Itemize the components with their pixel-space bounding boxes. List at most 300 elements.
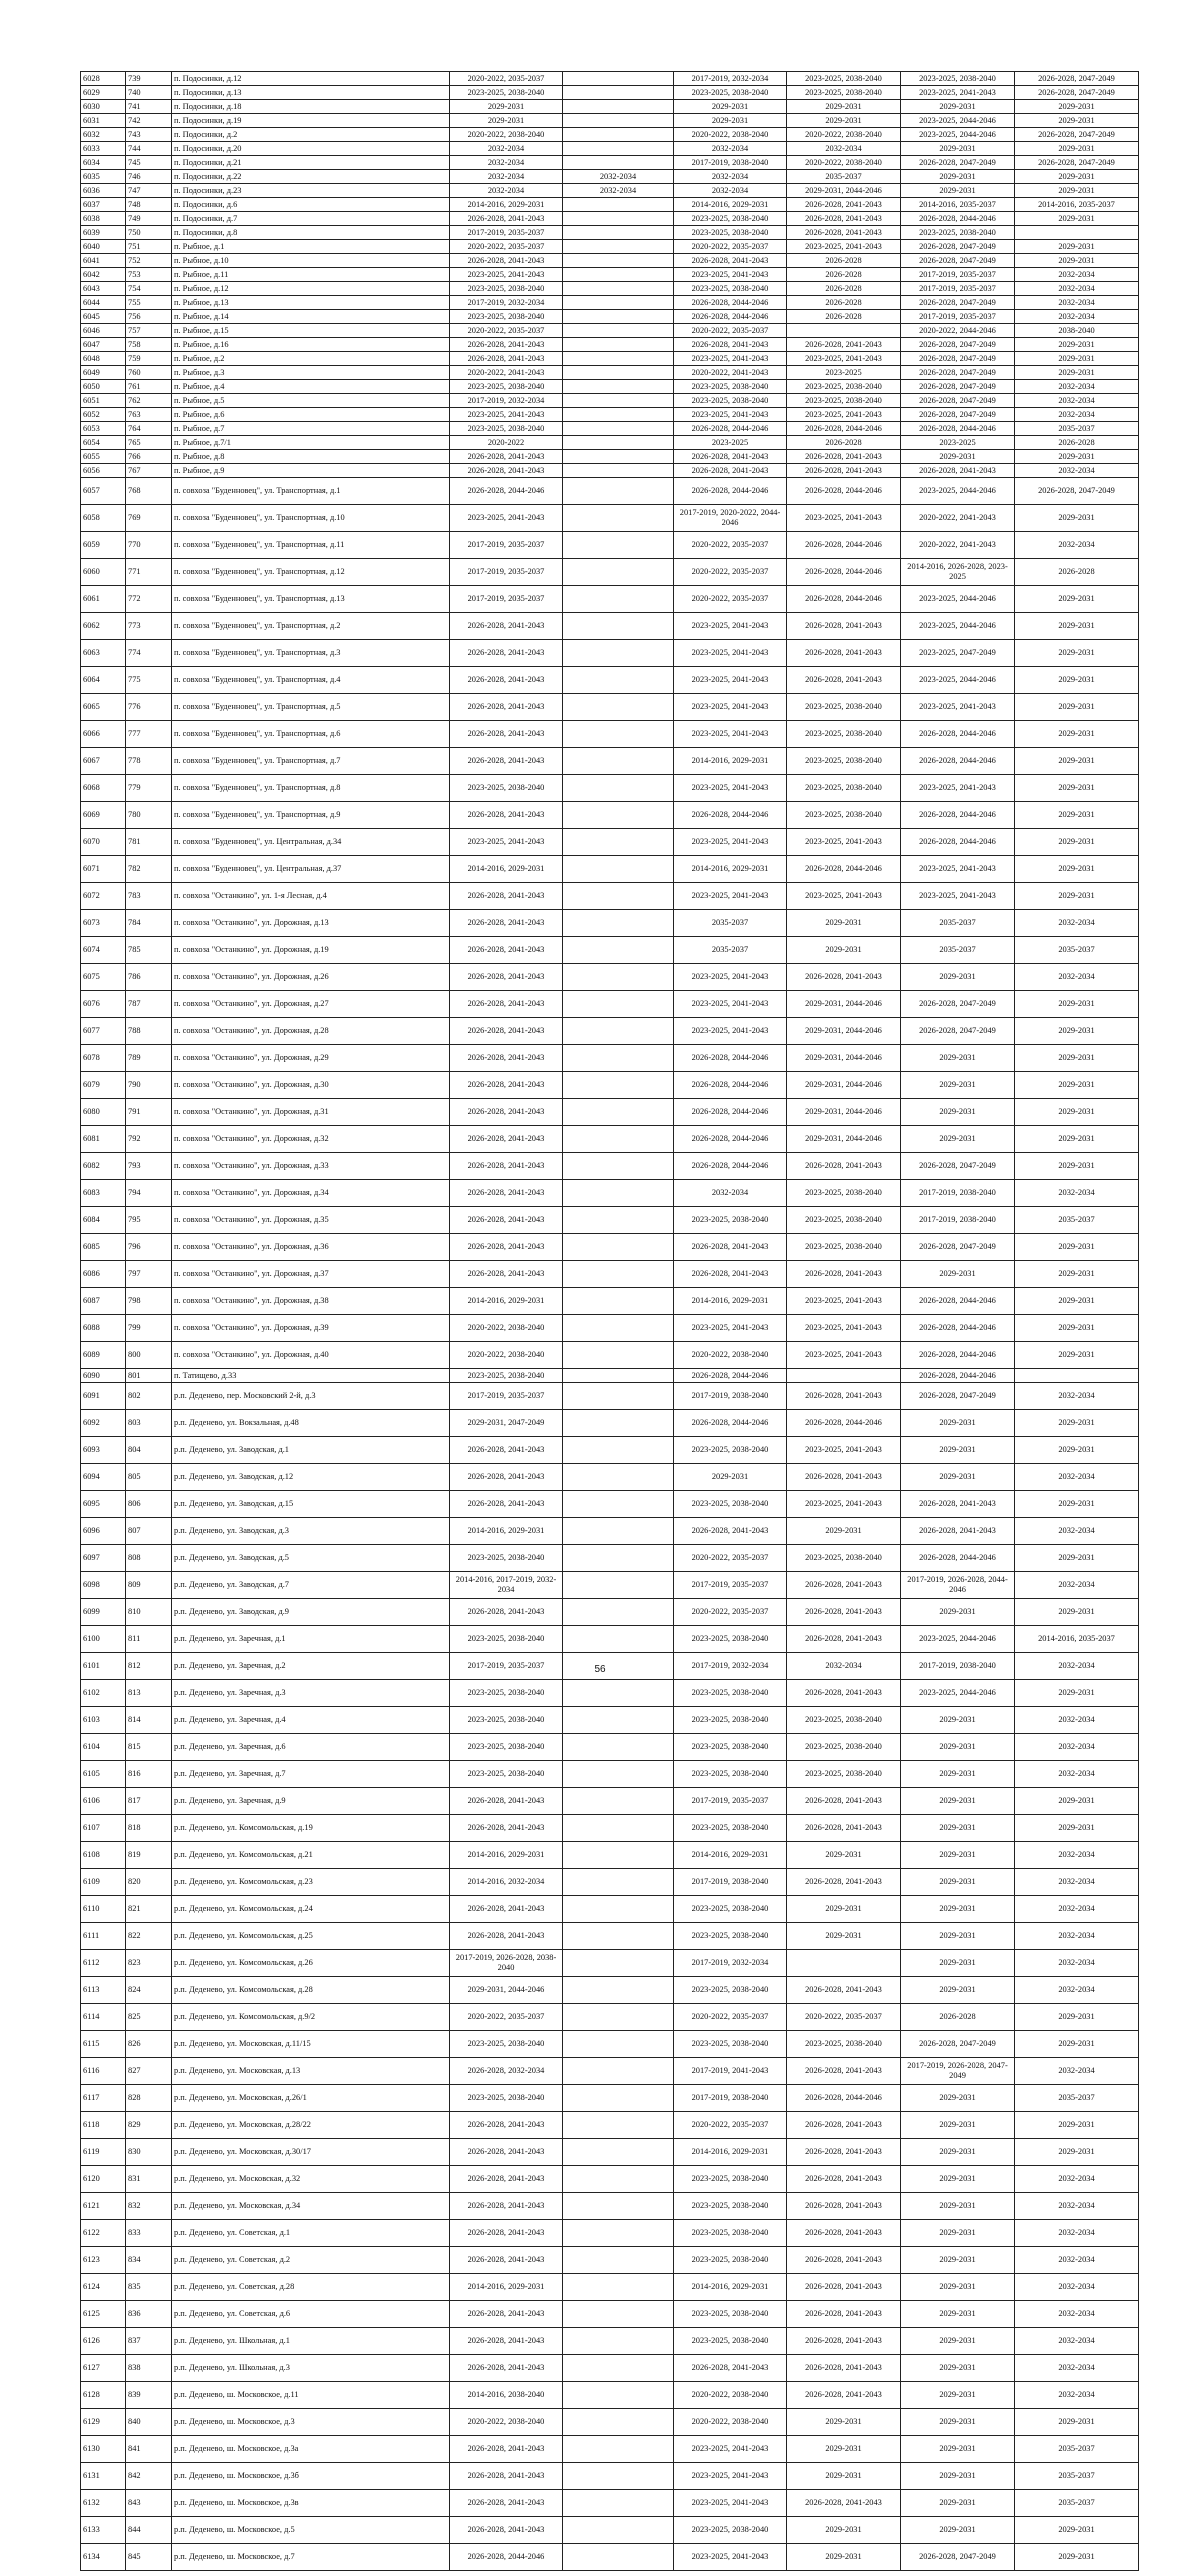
cell-period-3: 2023-2025, 2041-2043 bbox=[674, 352, 787, 366]
cell-period-5: 2029-2031 bbox=[901, 1045, 1015, 1072]
table-row bbox=[81, 586, 1139, 613]
table-row bbox=[81, 114, 1139, 128]
cell-row-number: 6035 bbox=[81, 170, 126, 184]
cell-period-1: 2023-2025, 2038-2040 bbox=[450, 422, 563, 436]
cell-address-id: 759 bbox=[126, 352, 172, 366]
cell-address: р.п. Деденево, ш. Московское, д.3б bbox=[172, 2463, 450, 2490]
table-row bbox=[81, 226, 1139, 240]
cell-period-2 bbox=[563, 1788, 674, 1815]
cell-address: п. Подосинки, д.7 bbox=[172, 212, 450, 226]
cell-period-5: 2023-2025, 2044-2046 bbox=[901, 1626, 1015, 1653]
table-row bbox=[81, 1950, 1139, 1977]
cell-period-2 bbox=[563, 1869, 674, 1896]
cell-period-6: 2026-2028, 2047-2049 bbox=[1015, 156, 1139, 170]
cell-address: р.п. Деденево, ул. Заречная, д.9 bbox=[172, 1788, 450, 1815]
cell-period-2 bbox=[563, 532, 674, 559]
cell-address-id: 751 bbox=[126, 240, 172, 254]
cell-row-number: 6111 bbox=[81, 1923, 126, 1950]
cell-address-id: 742 bbox=[126, 114, 172, 128]
cell-period-3: 2023-2025, 2038-2040 bbox=[674, 2328, 787, 2355]
cell-period-6: 2032-2034 bbox=[1015, 1842, 1139, 1869]
cell-period-1: 2032-2034 bbox=[450, 142, 563, 156]
cell-period-6: 2032-2034 bbox=[1015, 1950, 1139, 1977]
cell-period-4: 2026-2028, 2041-2043 bbox=[787, 2274, 901, 2301]
cell-period-5: 2029-2031 bbox=[901, 2247, 1015, 2274]
cell-period-3: 2017-2019, 2035-2037 bbox=[674, 1572, 787, 1599]
cell-period-4: 2029-2031 bbox=[787, 1896, 901, 1923]
cell-period-6: 2032-2034 bbox=[1015, 910, 1139, 937]
cell-period-2 bbox=[563, 1342, 674, 1369]
cell-address-id: 782 bbox=[126, 856, 172, 883]
cell-address-id: 780 bbox=[126, 802, 172, 829]
cell-period-5: 2026-2028, 2047-2049 bbox=[901, 1153, 1015, 1180]
cell-period-4: 2023-2025, 2038-2040 bbox=[787, 2031, 901, 2058]
cell-address: р.п. Деденево, ул. Заводская, д.9 bbox=[172, 1599, 450, 1626]
cell-address-id: 764 bbox=[126, 422, 172, 436]
cell-period-6: 2029-2031 bbox=[1015, 1072, 1139, 1099]
cell-period-6: 2029-2031 bbox=[1015, 586, 1139, 613]
cell-period-5: 2029-2031 bbox=[901, 1815, 1015, 1842]
cell-period-2 bbox=[563, 436, 674, 450]
cell-period-3: 2026-2028, 2044-2046 bbox=[674, 1153, 787, 1180]
cell-address-id: 824 bbox=[126, 1977, 172, 2004]
cell-period-6: 2029-2031 bbox=[1015, 883, 1139, 910]
cell-period-5: 2029-2031 bbox=[901, 1761, 1015, 1788]
cell-row-number: 6070 bbox=[81, 829, 126, 856]
cell-period-2 bbox=[563, 694, 674, 721]
cell-period-6: 2032-2034 bbox=[1015, 1896, 1139, 1923]
cell-period-2 bbox=[563, 1923, 674, 1950]
cell-period-5: 2026-2028, 2047-2049 bbox=[901, 380, 1015, 394]
cell-row-number: 6106 bbox=[81, 1788, 126, 1815]
cell-period-6: 2029-2031 bbox=[1015, 1045, 1139, 1072]
cell-period-1: 2026-2028, 2041-2043 bbox=[450, 1923, 563, 1950]
cell-period-2 bbox=[563, 937, 674, 964]
cell-address: п. совхоза "Буденновец", ул. Транспортная, д.2 bbox=[172, 613, 450, 640]
cell-row-number: 6066 bbox=[81, 721, 126, 748]
cell-period-1: 2026-2028, 2041-2043 bbox=[450, 1072, 563, 1099]
cell-period-3: 2023-2025, 2038-2040 bbox=[674, 1626, 787, 1653]
cell-period-1: 2032-2034 bbox=[450, 156, 563, 170]
cell-period-1: 2017-2019, 2035-2037 bbox=[450, 1653, 563, 1680]
cell-period-6: 2029-2031 bbox=[1015, 1599, 1139, 1626]
cell-period-6: 2032-2034 bbox=[1015, 1572, 1139, 1599]
cell-period-5: 2029-2031 bbox=[901, 2193, 1015, 2220]
cell-address: п. совхоза "Останкино", ул. Дорожная, д.40 bbox=[172, 1342, 450, 1369]
cell-period-4: 2023-2025, 2041-2043 bbox=[787, 352, 901, 366]
cell-period-2 bbox=[563, 2193, 674, 2220]
cell-period-2 bbox=[563, 2058, 674, 2085]
cell-address-id: 769 bbox=[126, 505, 172, 532]
table-row bbox=[81, 1491, 1139, 1518]
cell-address-id: 794 bbox=[126, 1180, 172, 1207]
cell-period-6: 2032-2034 bbox=[1015, 310, 1139, 324]
cell-period-6: 2032-2034 bbox=[1015, 1869, 1139, 1896]
cell-row-number: 6128 bbox=[81, 2382, 126, 2409]
cell-period-2 bbox=[563, 883, 674, 910]
cell-period-6: 2032-2034 bbox=[1015, 2166, 1139, 2193]
cell-period-6: 2029-2031 bbox=[1015, 1261, 1139, 1288]
table-row bbox=[81, 991, 1139, 1018]
cell-period-3: 2032-2034 bbox=[674, 142, 787, 156]
cell-row-number: 6061 bbox=[81, 586, 126, 613]
cell-address: р.п. Деденево, ул. Заводская, д.7 bbox=[172, 1572, 450, 1599]
cell-period-1: 2017-2019, 2026-2028, 2038-2040 bbox=[450, 1950, 563, 1977]
cell-address-id: 827 bbox=[126, 2058, 172, 2085]
cell-row-number: 6122 bbox=[81, 2220, 126, 2247]
cell-address-id: 802 bbox=[126, 1383, 172, 1410]
cell-address-id: 790 bbox=[126, 1072, 172, 1099]
cell-period-4: 2026-2028 bbox=[787, 268, 901, 282]
cell-period-2 bbox=[563, 128, 674, 142]
cell-period-5: 2023-2025, 2038-2040 bbox=[901, 226, 1015, 240]
cell-period-3: 2020-2022, 2035-2037 bbox=[674, 559, 787, 586]
cell-row-number: 6051 bbox=[81, 394, 126, 408]
cell-row-number: 6053 bbox=[81, 422, 126, 436]
cell-period-1: 2020-2022, 2038-2040 bbox=[450, 2409, 563, 2436]
cell-row-number: 6077 bbox=[81, 1018, 126, 1045]
cell-address-id: 754 bbox=[126, 282, 172, 296]
cell-period-2 bbox=[563, 2328, 674, 2355]
cell-row-number: 6033 bbox=[81, 142, 126, 156]
cell-period-4: 2023-2025, 2041-2043 bbox=[787, 829, 901, 856]
cell-period-3: 2017-2019, 2038-2040 bbox=[674, 156, 787, 170]
cell-period-3: 2023-2025, 2041-2043 bbox=[674, 408, 787, 422]
cell-address-id: 788 bbox=[126, 1018, 172, 1045]
cell-period-2 bbox=[563, 310, 674, 324]
cell-address: п. совхоза "Останкино", ул. Дорожная, д.29 bbox=[172, 1045, 450, 1072]
cell-period-4: 2026-2028, 2041-2043 bbox=[787, 640, 901, 667]
cell-address-id: 778 bbox=[126, 748, 172, 775]
cell-period-6: 2032-2034 bbox=[1015, 2274, 1139, 2301]
cell-period-5: 2029-2031 bbox=[901, 1977, 1015, 2004]
cell-period-4: 2029-2031, 2044-2046 bbox=[787, 184, 901, 198]
cell-period-6: 2014-2016, 2035-2037 bbox=[1015, 198, 1139, 212]
cell-period-5: 2026-2028, 2047-2049 bbox=[901, 408, 1015, 422]
cell-row-number: 6084 bbox=[81, 1207, 126, 1234]
cell-period-4: 2023-2025, 2041-2043 bbox=[787, 240, 901, 254]
cell-period-1: 2026-2028, 2041-2043 bbox=[450, 748, 563, 775]
cell-period-6: 2035-2037 bbox=[1015, 2490, 1139, 2517]
cell-address-id: 763 bbox=[126, 408, 172, 422]
page-number: 56 bbox=[594, 1664, 606, 1675]
cell-period-1: 2026-2028, 2041-2043 bbox=[450, 254, 563, 268]
cell-period-3: 2023-2025, 2041-2043 bbox=[674, 829, 787, 856]
cell-period-5: 2029-2031 bbox=[901, 2355, 1015, 2382]
cell-period-6: 2032-2034 bbox=[1015, 2355, 1139, 2382]
cell-period-5: 2029-2031 bbox=[901, 2166, 1015, 2193]
cell-address-id: 786 bbox=[126, 964, 172, 991]
cell-period-3: 2020-2022, 2035-2037 bbox=[674, 1545, 787, 1572]
cell-period-1: 2023-2025, 2038-2040 bbox=[450, 1734, 563, 1761]
cell-period-5: 2023-2025, 2041-2043 bbox=[901, 694, 1015, 721]
table-body bbox=[81, 72, 1139, 2571]
cell-row-number: 6127 bbox=[81, 2355, 126, 2382]
cell-period-5: 2026-2028, 2047-2049 bbox=[901, 2031, 1015, 2058]
cell-period-4: 2026-2028, 2044-2046 bbox=[787, 2085, 901, 2112]
cell-period-1: 2014-2016, 2032-2034 bbox=[450, 1869, 563, 1896]
cell-row-number: 6043 bbox=[81, 282, 126, 296]
cell-period-6: 2032-2034 bbox=[1015, 1180, 1139, 1207]
cell-period-5: 2026-2028, 2047-2049 bbox=[901, 1234, 1015, 1261]
cell-period-6: 2029-2031 bbox=[1015, 640, 1139, 667]
cell-period-6: 2029-2031 bbox=[1015, 991, 1139, 1018]
cell-period-2 bbox=[563, 254, 674, 268]
cell-period-1: 2026-2028, 2041-2043 bbox=[450, 464, 563, 478]
cell-period-5: 2017-2019, 2026-2028, 2044-2046 bbox=[901, 1572, 1015, 1599]
cell-period-5: 2029-2031 bbox=[901, 1896, 1015, 1923]
cell-period-6: 2029-2031 bbox=[1015, 1545, 1139, 1572]
cell-period-5: 2029-2031 bbox=[901, 2301, 1015, 2328]
cell-address-id: 784 bbox=[126, 910, 172, 937]
cell-address: п. совхоза "Буденновец", ул. Транспортная, д.3 bbox=[172, 640, 450, 667]
cell-address: р.п. Деденево, ш. Московское, д.3 bbox=[172, 2409, 450, 2436]
cell-period-1: 2026-2028, 2041-2043 bbox=[450, 2139, 563, 2166]
cell-period-5: 2029-2031 bbox=[901, 2382, 1015, 2409]
cell-period-5: 2026-2028, 2044-2046 bbox=[901, 1288, 1015, 1315]
cell-period-2 bbox=[563, 775, 674, 802]
cell-period-6: 2029-2031 bbox=[1015, 1315, 1139, 1342]
cell-address: р.п. Деденево, ул. Московская, д.11/15 bbox=[172, 2031, 450, 2058]
cell-period-6: 2032-2034 bbox=[1015, 964, 1139, 991]
cell-period-2 bbox=[563, 1950, 674, 1977]
cell-address-id: 779 bbox=[126, 775, 172, 802]
cell-period-2 bbox=[563, 1261, 674, 1288]
cell-address-id: 817 bbox=[126, 1788, 172, 1815]
cell-address: р.п. Деденево, ул. Заречная, д.2 bbox=[172, 1653, 450, 1680]
cell-period-2 bbox=[563, 394, 674, 408]
table-row bbox=[81, 2409, 1139, 2436]
cell-period-2 bbox=[563, 1410, 674, 1437]
cell-period-6: 2032-2034 bbox=[1015, 408, 1139, 422]
cell-period-5: 2029-2031 bbox=[901, 1788, 1015, 1815]
cell-period-3: 2029-2031 bbox=[674, 1464, 787, 1491]
cell-row-number: 6037 bbox=[81, 198, 126, 212]
cell-period-5: 2026-2028, 2044-2046 bbox=[901, 829, 1015, 856]
cell-period-5: 2020-2022, 2044-2046 bbox=[901, 324, 1015, 338]
cell-period-3: 2017-2019, 2038-2040 bbox=[674, 1869, 787, 1896]
cell-period-6: 2032-2034 bbox=[1015, 1761, 1139, 1788]
cell-row-number: 6117 bbox=[81, 2085, 126, 2112]
cell-address: р.п. Деденево, ул. Московская, д.28/22 bbox=[172, 2112, 450, 2139]
cell-address-id: 818 bbox=[126, 1815, 172, 1842]
cell-period-6: 2029-2031 bbox=[1015, 2004, 1139, 2031]
cell-period-1: 2026-2028, 2041-2043 bbox=[450, 937, 563, 964]
cell-period-3: 2026-2028, 2041-2043 bbox=[674, 450, 787, 464]
cell-row-number: 6083 bbox=[81, 1180, 126, 1207]
cell-period-5: 2029-2031 bbox=[901, 142, 1015, 156]
cell-row-number: 6047 bbox=[81, 338, 126, 352]
cell-period-5: 2029-2031 bbox=[901, 100, 1015, 114]
cell-address: п. Рыбное, д.2 bbox=[172, 352, 450, 366]
cell-period-3: 2026-2028, 2041-2043 bbox=[674, 1261, 787, 1288]
cell-period-5: 2029-2031 bbox=[901, 2517, 1015, 2544]
cell-row-number: 6115 bbox=[81, 2031, 126, 2058]
cell-period-6: 2032-2034 bbox=[1015, 1923, 1139, 1950]
cell-period-3: 2023-2025, 2041-2043 bbox=[674, 613, 787, 640]
cell-address: п. совхоза "Буденновец", ул. Транспортная, д.10 bbox=[172, 505, 450, 532]
cell-period-6: 2029-2031 bbox=[1015, 212, 1139, 226]
cell-address: п. Рыбное, д.13 bbox=[172, 296, 450, 310]
cell-period-3: 2032-2034 bbox=[674, 1180, 787, 1207]
table-row bbox=[81, 86, 1139, 100]
cell-address: п. совхоза "Останкино", ул. Дорожная, д.26 bbox=[172, 964, 450, 991]
table-row bbox=[81, 1977, 1139, 2004]
cell-address-id: 819 bbox=[126, 1842, 172, 1869]
cell-address: п. Подосинки, д.19 bbox=[172, 114, 450, 128]
cell-period-1: 2026-2028, 2041-2043 bbox=[450, 2328, 563, 2355]
table-row bbox=[81, 2193, 1139, 2220]
table-row bbox=[81, 2382, 1139, 2409]
cell-period-2 bbox=[563, 910, 674, 937]
cell-address: п. Рыбное, д.4 bbox=[172, 380, 450, 394]
cell-period-6: 2029-2031 bbox=[1015, 254, 1139, 268]
cell-period-3: 2023-2025, 2038-2040 bbox=[674, 394, 787, 408]
table-row bbox=[81, 1734, 1139, 1761]
cell-period-5: 2026-2028, 2044-2046 bbox=[901, 748, 1015, 775]
cell-address: п. Рыбное, д.3 bbox=[172, 366, 450, 380]
cell-period-4: 2029-2031 bbox=[787, 100, 901, 114]
schedule-table-container bbox=[80, 71, 1138, 2571]
cell-address-id: 804 bbox=[126, 1437, 172, 1464]
cell-period-6: 2038-2040 bbox=[1015, 324, 1139, 338]
table-row bbox=[81, 721, 1139, 748]
table-row bbox=[81, 464, 1139, 478]
cell-period-3: 2023-2025, 2038-2040 bbox=[674, 212, 787, 226]
cell-period-3: 2014-2016, 2029-2031 bbox=[674, 1842, 787, 1869]
table-row bbox=[81, 310, 1139, 324]
cell-address-id: 772 bbox=[126, 586, 172, 613]
cell-address-id: 783 bbox=[126, 883, 172, 910]
cell-row-number: 6125 bbox=[81, 2301, 126, 2328]
cell-period-6: 2029-2031 bbox=[1015, 1126, 1139, 1153]
cell-period-5: 2029-2031 bbox=[901, 1126, 1015, 1153]
cell-period-4: 2026-2028, 2041-2043 bbox=[787, 212, 901, 226]
cell-period-3: 2014-2016, 2029-2031 bbox=[674, 1288, 787, 1315]
cell-period-1: 2029-2031 bbox=[450, 100, 563, 114]
cell-period-1: 2026-2028, 2041-2043 bbox=[450, 1045, 563, 1072]
cell-period-4: 2020-2022, 2035-2037 bbox=[787, 2004, 901, 2031]
table-row bbox=[81, 212, 1139, 226]
cell-period-1: 2020-2022, 2038-2040 bbox=[450, 128, 563, 142]
cell-period-6: 2014-2016, 2035-2037 bbox=[1015, 1626, 1139, 1653]
cell-address-id: 812 bbox=[126, 1653, 172, 1680]
cell-period-6: 2035-2037 bbox=[1015, 422, 1139, 436]
cell-period-4 bbox=[787, 1369, 901, 1383]
cell-period-1: 2026-2028, 2041-2043 bbox=[450, 667, 563, 694]
table-row bbox=[81, 1072, 1139, 1099]
cell-address: п. совхоза "Останкино", ул. Дорожная, д.28 bbox=[172, 1018, 450, 1045]
cell-row-number: 6107 bbox=[81, 1815, 126, 1842]
cell-row-number: 6048 bbox=[81, 352, 126, 366]
cell-address-id: 825 bbox=[126, 2004, 172, 2031]
cell-period-2 bbox=[563, 640, 674, 667]
cell-address: р.п. Деденево, ул. Комсомольская, д.21 bbox=[172, 1842, 450, 1869]
cell-period-3: 2020-2022, 2035-2037 bbox=[674, 1599, 787, 1626]
cell-period-5: 2029-2031 bbox=[901, 2409, 1015, 2436]
cell-period-4: 2026-2028, 2041-2043 bbox=[787, 338, 901, 352]
cell-address-id: 816 bbox=[126, 1761, 172, 1788]
cell-period-4: 2026-2028, 2041-2043 bbox=[787, 2382, 901, 2409]
cell-address-id: 761 bbox=[126, 380, 172, 394]
cell-row-number: 6038 bbox=[81, 212, 126, 226]
cell-period-3: 2020-2022, 2035-2037 bbox=[674, 532, 787, 559]
cell-period-2 bbox=[563, 114, 674, 128]
table-row bbox=[81, 2301, 1139, 2328]
cell-period-2 bbox=[563, 1761, 674, 1788]
cell-address-id: 760 bbox=[126, 366, 172, 380]
table-row bbox=[81, 198, 1139, 212]
cell-address: р.п. Деденево, ш. Московское, д.7 bbox=[172, 2544, 450, 2571]
cell-row-number: 6036 bbox=[81, 184, 126, 198]
cell-period-4: 2029-2031 bbox=[787, 2409, 901, 2436]
table-row bbox=[81, 532, 1139, 559]
cell-period-1: 2026-2028, 2041-2043 bbox=[450, 1180, 563, 1207]
cell-address: п. Подосинки, д.13 bbox=[172, 86, 450, 100]
cell-period-3: 2026-2028, 2044-2046 bbox=[674, 478, 787, 505]
cell-period-3: 2023-2025, 2041-2043 bbox=[674, 268, 787, 282]
cell-address-id: 746 bbox=[126, 170, 172, 184]
cell-address: р.п. Деденево, ул. Московская, д.34 bbox=[172, 2193, 450, 2220]
cell-row-number: 6088 bbox=[81, 1315, 126, 1342]
cell-period-2 bbox=[563, 1896, 674, 1923]
cell-period-2 bbox=[563, 2301, 674, 2328]
table-row bbox=[81, 1018, 1139, 1045]
table-row bbox=[81, 1761, 1139, 1788]
cell-period-1: 2026-2028, 2041-2043 bbox=[450, 1099, 563, 1126]
cell-period-4: 2026-2028, 2041-2043 bbox=[787, 1788, 901, 1815]
cell-address-id: 830 bbox=[126, 2139, 172, 2166]
cell-period-5: 2023-2025, 2038-2040 bbox=[901, 72, 1015, 86]
table-row bbox=[81, 802, 1139, 829]
cell-period-1: 2014-2016, 2029-2031 bbox=[450, 1842, 563, 1869]
cell-address: п. совхоза "Останкино", ул. Дорожная, д.31 bbox=[172, 1099, 450, 1126]
table-row bbox=[81, 2517, 1139, 2544]
cell-address: п. совхоза "Останкино", ул. 1-я Лесная, д.4 bbox=[172, 883, 450, 910]
cell-period-3: 2023-2025, 2038-2040 bbox=[674, 1707, 787, 1734]
cell-period-3: 2026-2028, 2044-2046 bbox=[674, 1410, 787, 1437]
cell-row-number: 6123 bbox=[81, 2247, 126, 2274]
cell-period-1: 2026-2028, 2041-2043 bbox=[450, 910, 563, 937]
cell-row-number: 6102 bbox=[81, 1680, 126, 1707]
cell-address-id: 831 bbox=[126, 2166, 172, 2193]
cell-period-1: 2026-2028, 2041-2043 bbox=[450, 1207, 563, 1234]
cell-period-1: 2023-2025, 2038-2040 bbox=[450, 310, 563, 324]
cell-period-6: 2029-2031 bbox=[1015, 366, 1139, 380]
table-row bbox=[81, 1572, 1139, 1599]
cell-row-number: 6098 bbox=[81, 1572, 126, 1599]
cell-period-1: 2023-2025, 2038-2040 bbox=[450, 86, 563, 100]
cell-period-1: 2029-2031, 2044-2046 bbox=[450, 1977, 563, 2004]
cell-period-5: 2029-2031 bbox=[901, 1099, 1015, 1126]
cell-period-4: 2026-2028, 2041-2043 bbox=[787, 2301, 901, 2328]
cell-address: п. Подосинки, д.23 bbox=[172, 184, 450, 198]
cell-period-5: 2029-2031 bbox=[901, 2490, 1015, 2517]
cell-period-3: 2026-2028, 2041-2043 bbox=[674, 254, 787, 268]
cell-period-5: 2017-2019, 2035-2037 bbox=[901, 310, 1015, 324]
table-row bbox=[81, 1545, 1139, 1572]
cell-address-id: 836 bbox=[126, 2301, 172, 2328]
cell-period-1: 2023-2025, 2038-2040 bbox=[450, 2031, 563, 2058]
cell-period-4: 2023-2025, 2038-2040 bbox=[787, 1234, 901, 1261]
cell-address: п. совхоза "Останкино", ул. Дорожная, д.32 bbox=[172, 1126, 450, 1153]
cell-row-number: 6133 bbox=[81, 2517, 126, 2544]
cell-period-5: 2029-2031 bbox=[901, 1410, 1015, 1437]
cell-address: п. совхоза "Останкино", ул. Дорожная, д.19 bbox=[172, 937, 450, 964]
cell-address-id: 810 bbox=[126, 1599, 172, 1626]
cell-period-3: 2026-2028, 2041-2043 bbox=[674, 1518, 787, 1545]
cell-period-3: 2026-2028, 2041-2043 bbox=[674, 338, 787, 352]
